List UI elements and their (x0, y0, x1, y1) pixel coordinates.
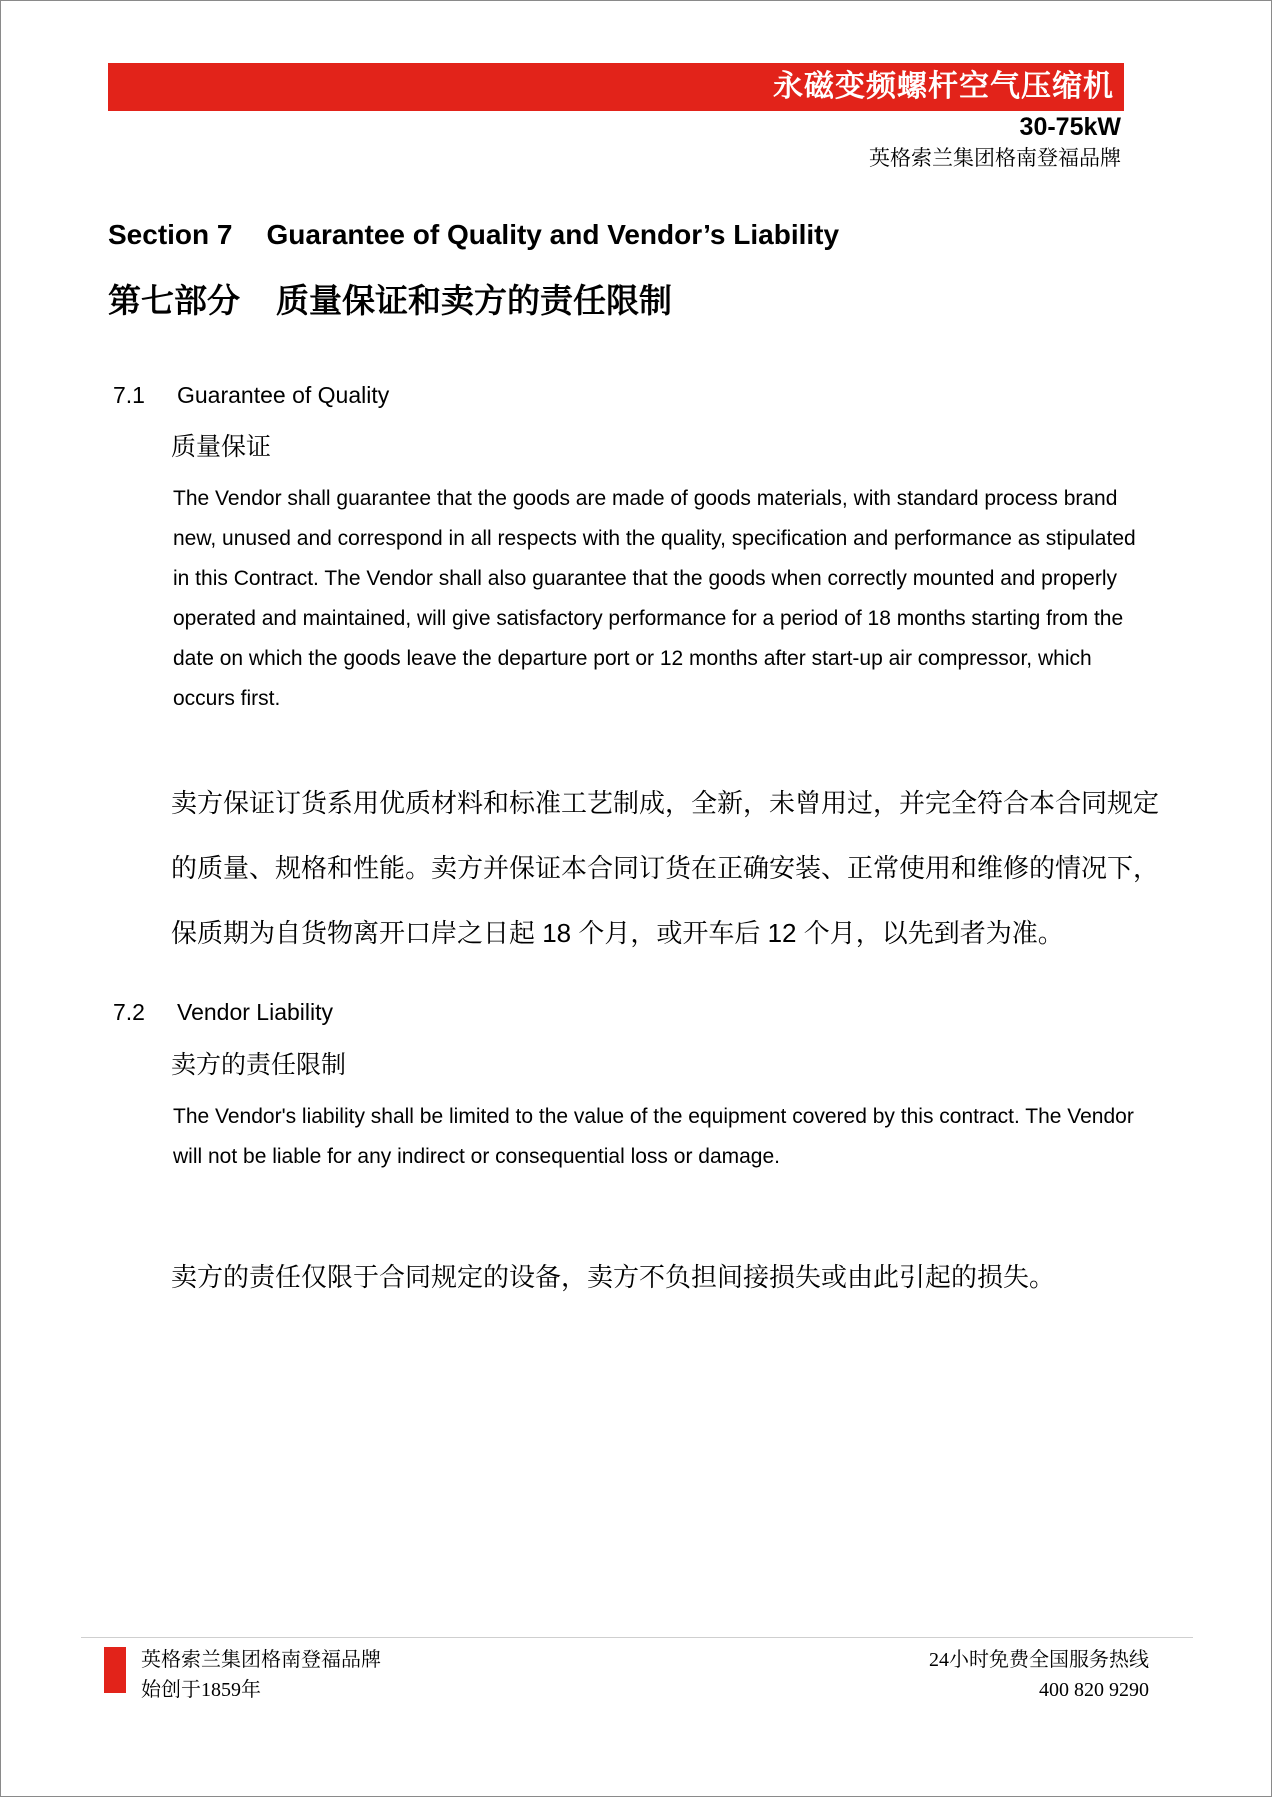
power-range-label: 30-75kW (1019, 113, 1121, 141)
paragraph-line: 卖方的责任仅限于合同规定的设备，卖方不负担间接损失或由此引起的损失。 (171, 1262, 1056, 1292)
footer-brand-block (141, 1645, 381, 1705)
section-title-en (108, 219, 839, 251)
banner-title: 永磁变频螺杆空气压缩机 (773, 70, 1114, 103)
heading-7-2-number: 7.2 (113, 999, 145, 1025)
footer-brand-since: 始创于1859年 (141, 1679, 261, 1701)
heading-7-2-text: Vendor Liability (177, 999, 333, 1025)
section-number-zh: 第七部分 (108, 282, 240, 319)
heading-7-1 (1, 382, 1271, 412)
footer-hotline-label: 24小时免费全国服务热线 (929, 1649, 1149, 1671)
heading-7-2-zh: 卖方的责任限制 (171, 1051, 347, 1079)
paragraph-line: 保质期为自货物离开口岸之日起 18 个月，或开车后 12 个月，以先到者为准。 (171, 918, 1064, 948)
header-brand-line: 英格索兰集团格南登福品牌 (869, 146, 1121, 170)
section-text-en: Guarantee of Quality and Vendor’s Liability (266, 219, 840, 250)
heading-7-2 (1, 999, 1271, 1029)
section-number-en: Section 7 (108, 219, 233, 250)
footer-hotline-block (929, 1645, 1149, 1705)
header-banner (108, 63, 1124, 111)
paragraph-7-2-en (173, 1097, 1134, 1177)
paragraph-line: 的质量、规格和性能。卖方并保证本合同订货在正确安装、正常使用和维修的情况下， (171, 853, 1160, 883)
heading-7-1-number: 7.1 (113, 382, 145, 408)
paragraph-line: new, unused and correspond in all respects with the quality, specification and performance as stipulated (173, 527, 1136, 550)
section-title-zh (108, 275, 672, 322)
paragraph-7-2-zh (171, 1257, 1055, 1297)
section-text-zh: 质量保证和卖方的责任限制 (276, 282, 672, 319)
paragraph-line: in this Contract. The Vendor shall also guarantee that the goods when correctly mounted and properly (173, 567, 1118, 590)
paragraph-line: The Vendor shall guarantee that the goods are made of goods materials, with standard process brand (173, 487, 1118, 510)
paragraph-line: 卖方保证订货系用优质材料和标准工艺制成，全新，未曾用过，并完全符合本合同规定 (171, 788, 1160, 818)
paragraph-line: The Vendor's liability shall be limited to the value of the equipment covered by this contract. The Vendor (173, 1105, 1134, 1128)
footer-brand-mark (104, 1647, 126, 1693)
footer-divider (81, 1637, 1193, 1638)
paragraph-line: operated and maintained, will give satisfactory performance for a period of 18 months starting from the (173, 607, 1124, 630)
paragraph-line: will not be liable for any indirect or consequential loss or damage. (173, 1145, 781, 1168)
paragraph-7-1-zh (171, 771, 1159, 966)
paragraph-line: date on which the goods leave the departure port or 12 months after start-up air compressor, which (173, 647, 1092, 670)
heading-7-1-zh: 质量保证 (171, 433, 272, 461)
paragraph-line: occurs first. (173, 687, 281, 710)
footer-hotline-number: 400 820 9290 (1039, 1679, 1149, 1701)
footer-brand-name: 英格索兰集团格南登福品牌 (141, 1649, 381, 1671)
heading-7-1-text: Guarantee of Quality (177, 382, 390, 408)
paragraph-7-1-en (173, 479, 1136, 719)
